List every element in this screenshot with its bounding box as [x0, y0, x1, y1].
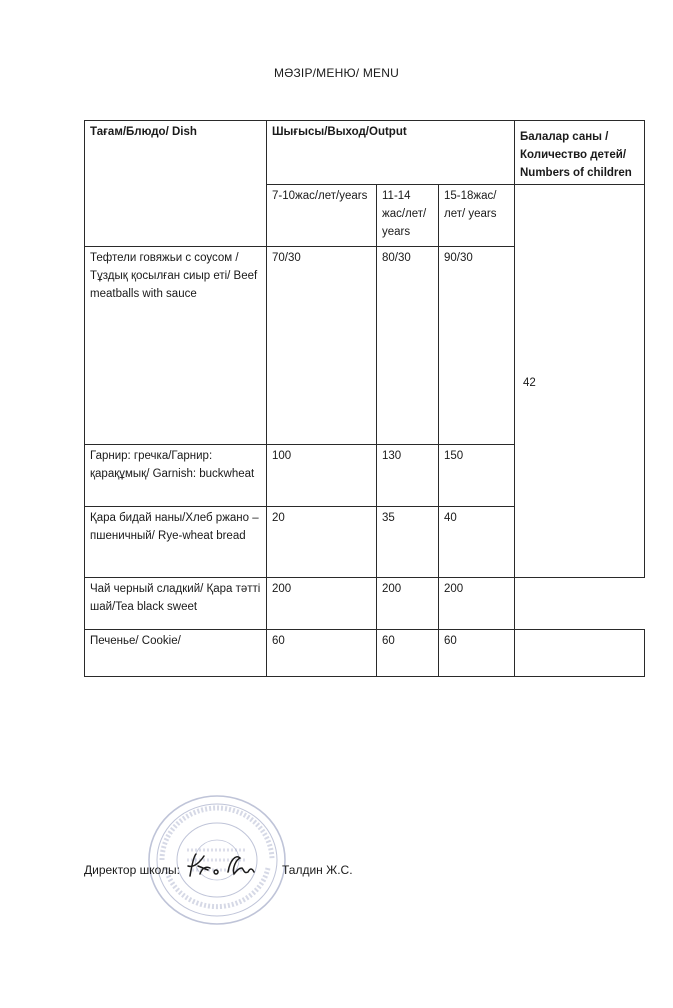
page-title: МӘЗІР/МЕНЮ/ MENU	[274, 66, 399, 80]
output-15-18-cell: 60	[439, 630, 515, 677]
output-15-18-cell: 200	[439, 578, 515, 630]
children-count-empty-cell	[515, 630, 645, 677]
menu-table	[84, 120, 645, 677]
age-group-15-18: 15-18жас/лет/ years	[439, 185, 515, 247]
director-name: Талдин Ж.С.	[282, 863, 353, 877]
output-11-14-cell: 60	[377, 630, 439, 677]
output-11-14-cell: 35	[377, 507, 439, 578]
dish-cell: Қара бидай наны/Хлеб ржано – пшеничный/ Rye-wheat bread	[85, 507, 267, 578]
output-7-10-cell: 100	[267, 445, 377, 507]
children-count-value: 42	[523, 377, 536, 390]
output-11-14-cell: 80/30	[377, 247, 439, 445]
output-15-18-cell: 90/30	[439, 247, 515, 445]
dish-cell: Печенье/ Cookie/	[85, 630, 267, 677]
dish-cell: Тефтели говяжьи с соусом / Тұздық қосылған сиыр еті/ Beef meatballs with sauce	[85, 247, 267, 445]
age-group-11-14: 11-14 жас/лет/ years	[377, 185, 439, 247]
children-count-cell	[515, 185, 645, 578]
output-7-10-cell: 200	[267, 578, 377, 630]
output-15-18-cell: 150	[439, 445, 515, 507]
director-signature	[184, 846, 264, 886]
age-group-7-10: 7-10жас/лет/years	[267, 185, 377, 247]
dish-cell: Гарнир: гречка/Гарнир: қарақұмық/ Garnish: buckwheat	[85, 445, 267, 507]
dish-cell: Чай черный сладкий/ Қара тәтті шай/Tea black sweet	[85, 578, 267, 630]
signature-block	[84, 790, 504, 930]
output-11-14-cell: 130	[377, 445, 439, 507]
output-7-10-cell: 70/30	[267, 247, 377, 445]
table-row	[85, 578, 645, 630]
table-row	[85, 630, 645, 677]
output-7-10-cell: 60	[267, 630, 377, 677]
signature-label: Директор школы:	[84, 863, 180, 877]
output-15-18-cell: 40	[439, 507, 515, 578]
header-dish: Тағам/Блюдо/ Dish	[85, 121, 267, 247]
output-7-10-cell: 20	[267, 507, 377, 578]
header-output: Шығысы/Выход/Output	[267, 121, 515, 185]
output-11-14-cell: 200	[377, 578, 439, 630]
table-header-row	[85, 121, 645, 185]
header-children-count: Балалар саны /Количество детей/ Numbers of children	[515, 121, 645, 185]
